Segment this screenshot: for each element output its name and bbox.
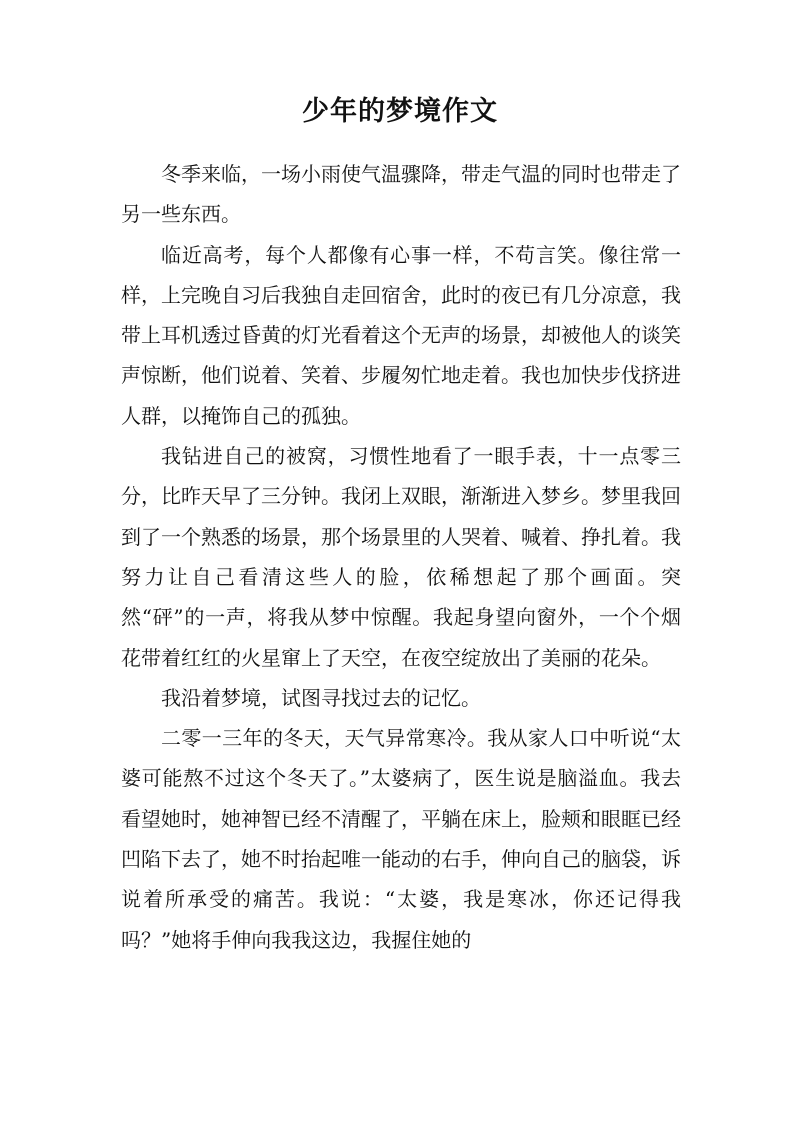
document-title: 少年的梦境作文 [302,96,498,127]
paragraph-2: 临近高考，每个人都像有心事一样，不苟言笑。像往常一样，上完晚自习后我独自走回宿舍，此时的夜已有几分凉意，我带上耳机透过昏黄的灯光看着这个无声的场景，却被他人的谈笑声惊断，他们说着、笑着、步履匆忙地走着。我也加快步伐挤进人群，以掩饰自己的孤独。 [121,242,681,428]
paragraph-5: 二零一三年的冬天，天气异常寒冷。我从家人口中听说“太婆可能熬不过这个冬天了。”太婆病了，医生说是脑溢血。我去看望她时，她神智已经不清醒了，平躺在床上，脸颊和眼眶已经凹陷下去了，她不时抬起唯一能动的右手，伸向自己的脑袋，诉说着所承受的痛苦。我说：“太婆，我是寒冰，你还记得我吗？”她将手伸向我我这边，我握住她的 [121,726,681,952]
paragraph-4: 我沿着梦境，试图寻找过去的记忆。 [161,685,481,710]
paragraph-3: 我钻进自己的被窝，习惯性地看了一眼手表，十一点零三分，比昨天早了三分钟。我闭上双眼，渐渐进入梦乡。梦里我回到了一个熟悉的场景，那个场景里的人哭着、喊着、挣扎着。我努力让自己看清这些人的脸，依稀想起了那个画面。突然“砰”的一声，将我从梦中惊醒。我起身望向窗外，一个个烟花带着红红的火星窜上了天空，在夜空绽放出了美丽的花朵。 [121,444,681,670]
paragraph-1: 冬季来临，一场小雨使气温骤降，带走气温的同时也带走了另一些东西。 [121,162,681,227]
document-body [121,154,681,960]
